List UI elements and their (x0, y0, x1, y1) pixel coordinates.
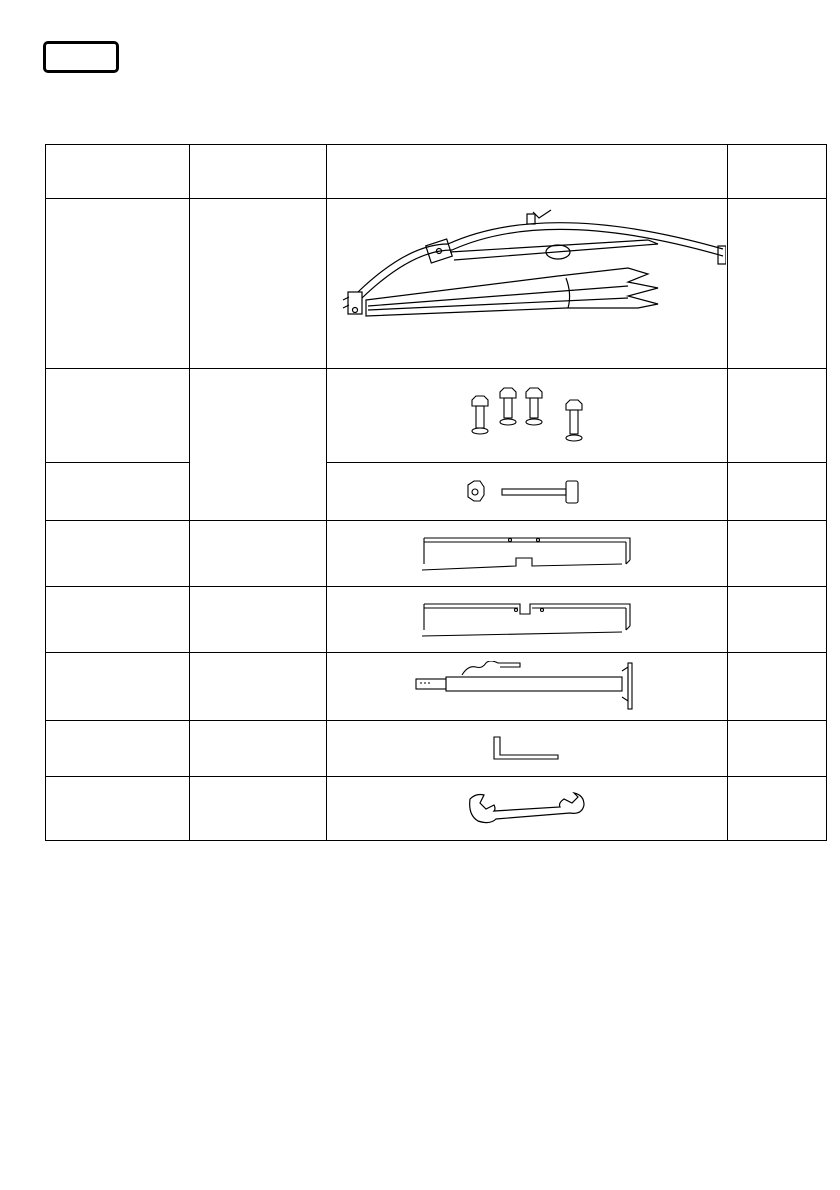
quantity-cell (728, 777, 827, 841)
table-row (46, 521, 827, 587)
pole-with-plate-icon (412, 661, 642, 713)
part-cell (46, 463, 190, 521)
parts-list-table (45, 144, 827, 841)
allen-key-icon (492, 733, 562, 765)
part-cell (46, 521, 190, 587)
quantity-cell (728, 369, 827, 463)
table-row (46, 587, 827, 653)
description-cell (190, 777, 327, 841)
table-row (46, 721, 827, 777)
description-cell (190, 587, 327, 653)
drawing-cell (327, 777, 728, 841)
quantity-cell (728, 199, 827, 369)
table-header-row (46, 145, 827, 199)
table-row (46, 199, 827, 369)
part-cell (46, 653, 190, 721)
drawing-cell (327, 587, 728, 653)
quantity-cell (728, 587, 827, 653)
umbrella-canopy-arm-icon (328, 204, 726, 364)
drawing-cell (327, 653, 728, 721)
part-cell (46, 721, 190, 777)
part-cell (46, 587, 190, 653)
description-cell (190, 521, 327, 587)
description-cell (190, 721, 327, 777)
header-description (190, 145, 327, 199)
quantity-cell (728, 653, 827, 721)
table-row (46, 653, 827, 721)
table-row (46, 369, 827, 463)
part-cell (46, 369, 190, 463)
base-bar-b-icon (420, 600, 634, 640)
part-cell (46, 777, 190, 841)
header-part (46, 145, 190, 199)
part-cell (46, 199, 190, 369)
header-drawing (327, 145, 728, 199)
drawing-cell (327, 199, 728, 369)
drawing-cell (327, 369, 728, 463)
quantity-cell (728, 721, 827, 777)
description-cell (190, 653, 327, 721)
description-cell (190, 199, 327, 369)
drawing-cell (327, 521, 728, 587)
drawing-cell (327, 463, 728, 521)
description-cell (190, 369, 327, 521)
base-bar-a-icon (420, 534, 634, 574)
quantity-cell (728, 521, 827, 587)
table-row (46, 463, 827, 521)
bolts-with-washers-icon (462, 386, 592, 446)
open-wrench-icon (468, 791, 586, 827)
header-quantity (728, 145, 827, 199)
quantity-cell (728, 463, 827, 521)
page-label-box (43, 41, 119, 73)
table-row (46, 777, 827, 841)
drawing-cell (327, 721, 728, 777)
nut-and-handle-bolt-icon (462, 477, 592, 507)
